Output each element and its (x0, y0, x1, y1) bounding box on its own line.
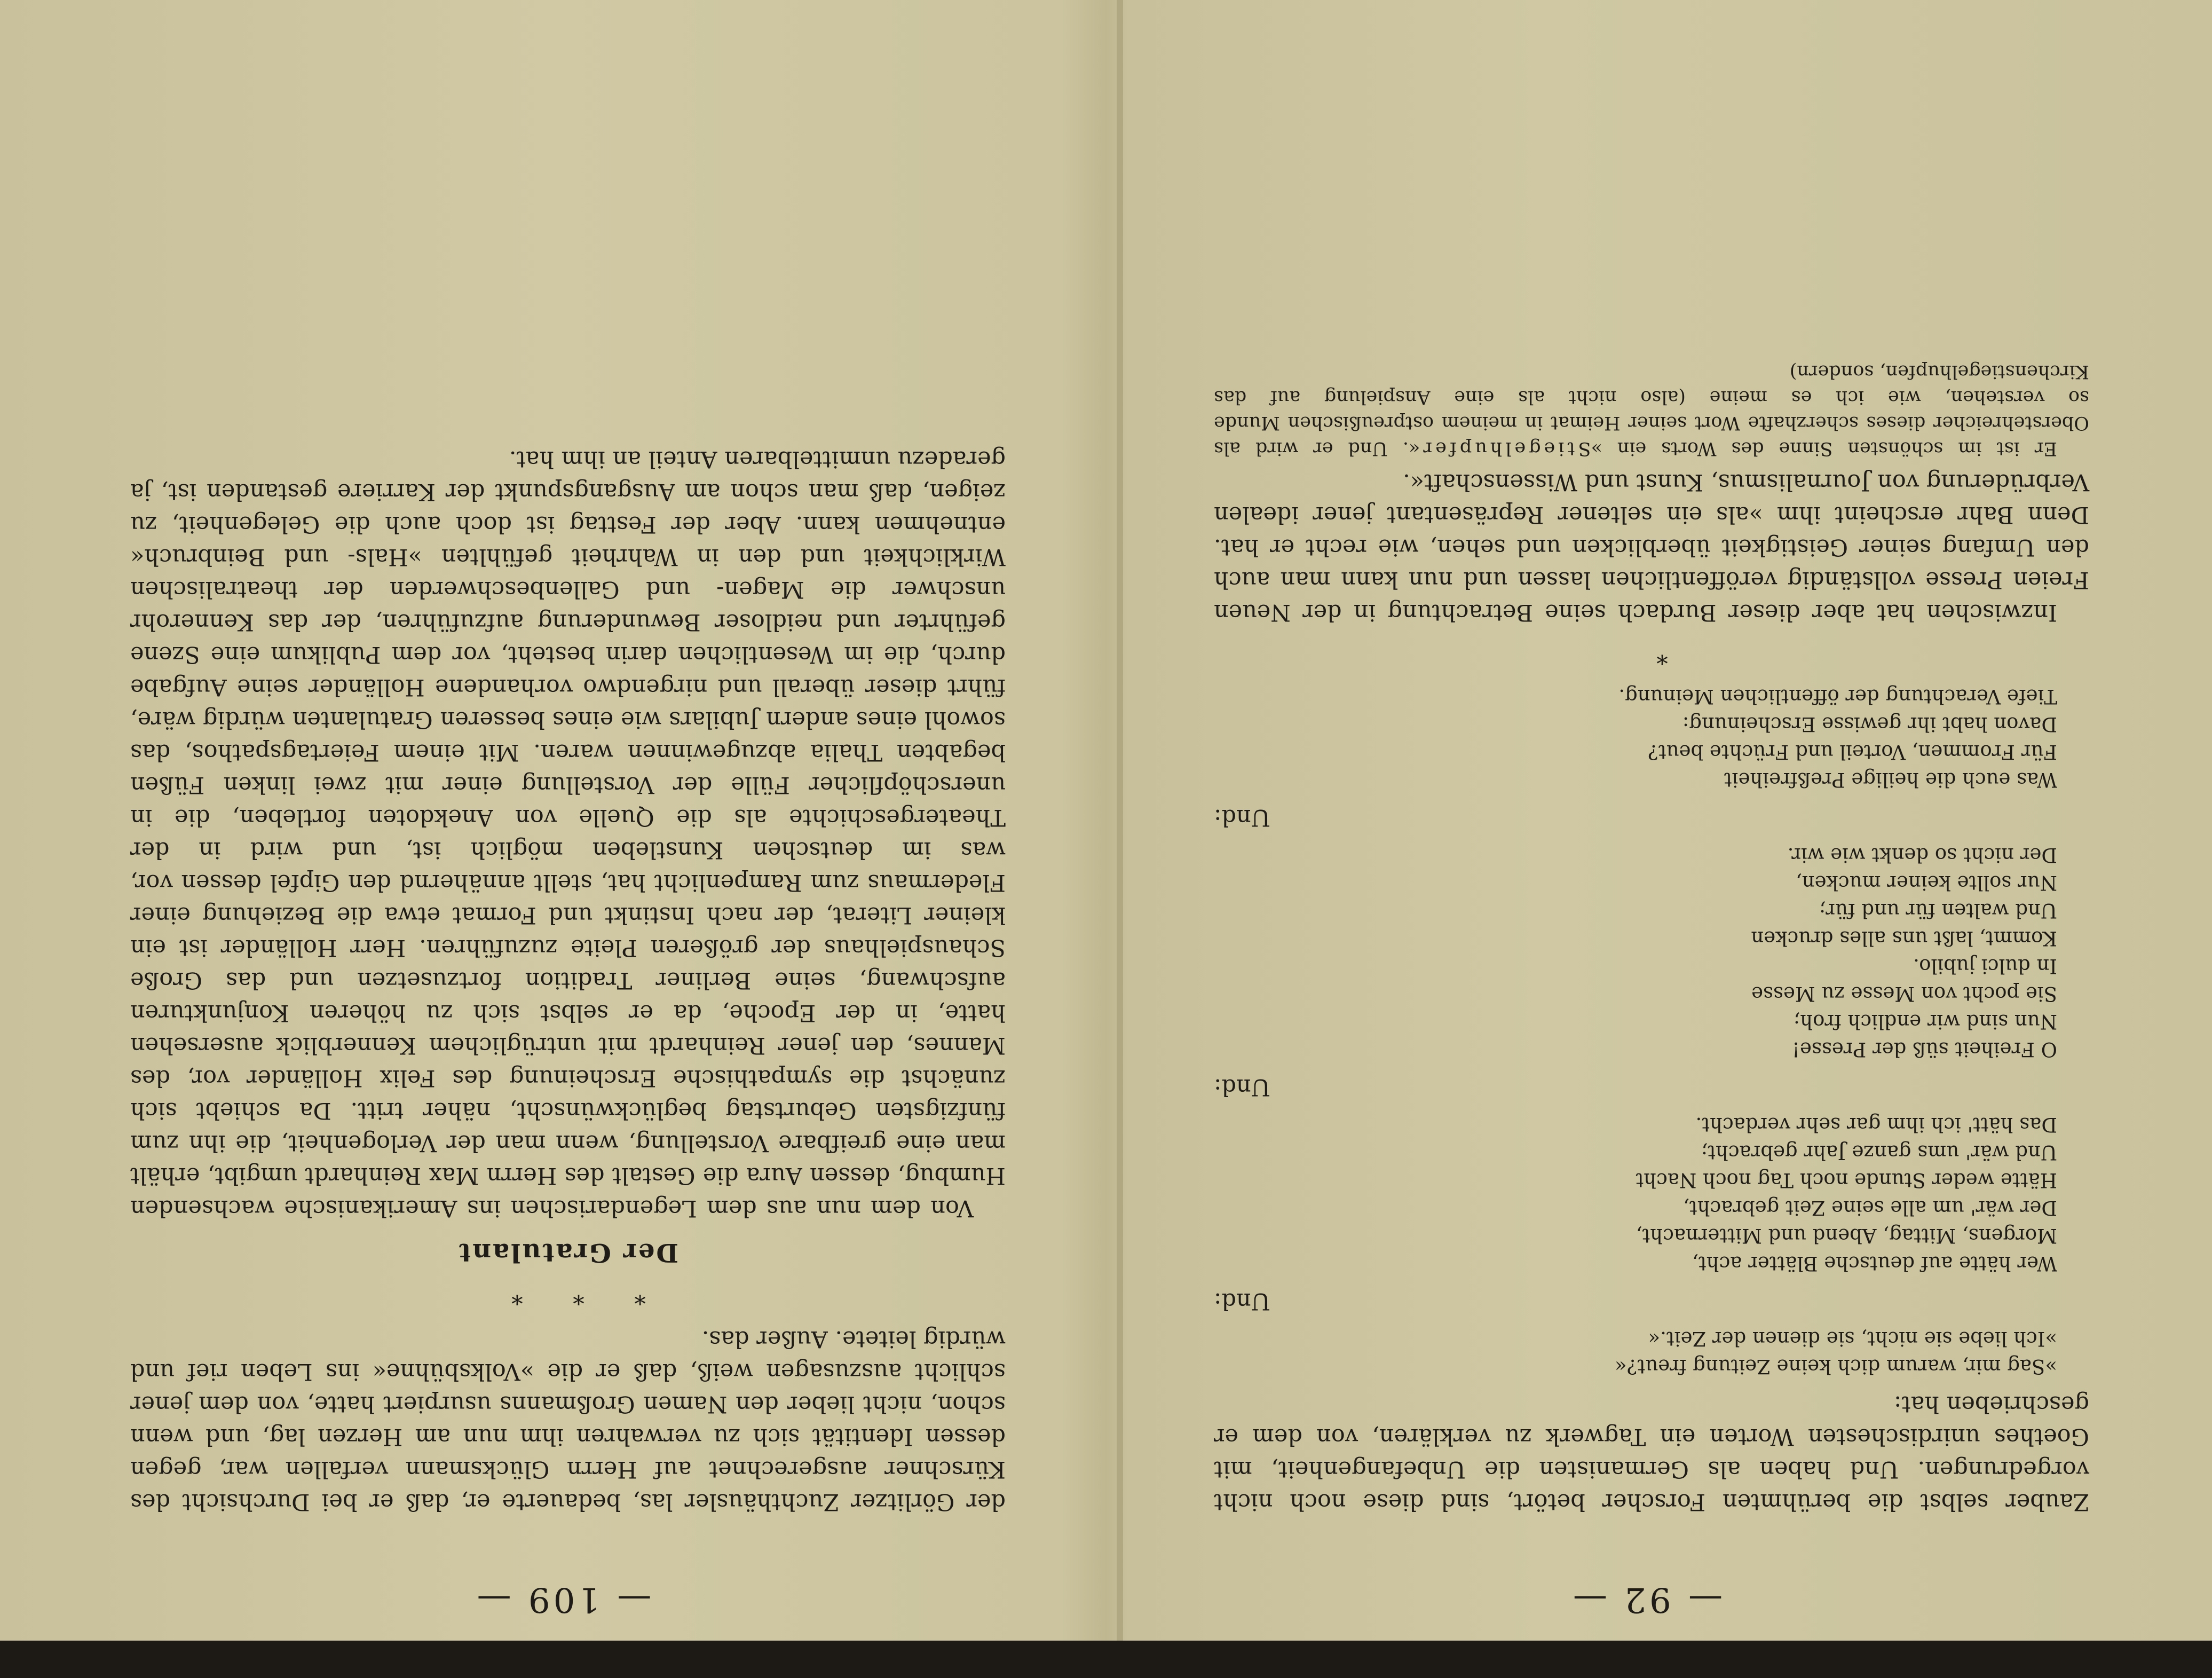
note-suffix: «. Und er wird als Oberstehreicher dieses scherzhafte Wort seiner Heimat in meinem ostpreußischen Munde so verstehen, wie ich es meine (also nicht als eine Anspielung auf das Kirchenstiegelhupfen, sondern) (1214, 361, 2089, 459)
paragraph: Zauber selbst die berühmten Forscher betört, sind diese noch nicht vorgedrungen. Und haben als Germanisten die Unbefangenheit, mit Goethes unirdischesten Worten ein Tagwerk zu verklären, von dem er geschrieben hat: (1214, 1391, 2089, 1515)
page-109-text (130, 438, 1006, 1518)
quote (1214, 1325, 2057, 1380)
poem-line: Hätte weder Stunde noch Tag noch Nacht (1636, 1169, 2057, 1192)
poem-line: Sie pocht von Messe zu Messe (1751, 982, 2057, 1005)
page-109 (34, 39, 1091, 1641)
paragraph: Von dem nun aus dem Legendarischen ins Amerikanische wachsenden Humbug, dessen Aura die Gestalt des Herrn Max Reinhardt umgibt, erhält man eine greifbare Vorstellung, wenn man der Verlogenheit, die ihn zum fünfzigsten Geburtstag beglückwünscht, näher tritt. Da schiebt sich zunächst die sympathische Erscheinung des Felix Holländer vor, des Mannes, den jener Reinhardt mit untrüglichem Kennerblick ausersehen hatte, in der Epoche, da er selbst sich zu höheren Konjunkturen aufschwang, seine Berliner Tradition fortzusetzen und das Große Schauspielhaus der größeren Pleite zuzuführen. Herr Holländer ist ein kleiner Literat, der nach Instinkt und Format etwa die Beziehung einer Fledermaus zum Rampenlicht hat, stellt annähernd den Gipfel dessen vor, was im deutschen Kunstleben möglich ist, und wird in der Theatergeschichte als die Quelle von Anekdoten fortleben, die in unerschöpflicher Fülle der Vorstellung einer mit zwei linken Füßen begabten Thalia abzugewinnen waren. Mit einem Feiertagspathos, das sowohl eines andern Jubilars wie eines besseren Gratulanten würdig wäre, führt dieser überall und nirgendwo vorhandene Holländer seine Aufgabe durch, die im Wesentlichen darin besteht, vor dem Publikum eine Szene geführter und neidloser Bewunderung aufzuführen, der das Kennerohr unschwer die Magen- und Gallenbeschwerden der theatralischen Wirklichkeit und den in Wahrheit gefühlten »Hals- und Beinbruch« entnehmen kann. Aber der Festtag ist doch auch die Gelegenheit, zu zeigen, daß man schon am Ausgangspunkt der Karriere gestanden ist, ja geradezu unmittelbaren Anteil an ihm hat. (130, 446, 1006, 1222)
poem-line: Das hätt' ich ihm gar sehr verdacht. (1695, 1113, 2057, 1136)
poem-line: Tiefe Verachtung der öffentlichen Meinung. (1618, 685, 2057, 708)
page-92-text (1214, 354, 2089, 1518)
poem-2 (1214, 841, 2057, 1063)
section-divider: * * * (490, 1282, 646, 1309)
poem-line: Nun sind wir endlich froh; (1793, 1010, 2057, 1033)
poem-line: Nur sollte keiner mucken, (1796, 871, 2057, 894)
poem-line: Was euch die heilige Preßfreiheit (1724, 768, 2057, 791)
page-number: — 92 — (1569, 1580, 1723, 1619)
quote-line: »Ich liebe sie nicht, sie dienen der Zeit.« (1648, 1327, 2057, 1350)
und-label: Und: (1214, 804, 1270, 831)
section-heading: Der Gratulant (457, 1238, 679, 1267)
poem-3 (1214, 682, 2057, 793)
section-divider: * (1635, 642, 1668, 669)
poem-line: Und walten für und für; (1819, 899, 2057, 922)
poem-line: Kommt, laßt uns alles drucken (1751, 927, 2057, 950)
poem-line: In dulci jubilo. (1913, 955, 2057, 978)
paragraph: der Görlitzer Zuchthäusler las, bedauerte er, daß er bei Durchsicht des Kürschner ausgerechnet auf Herrn Glücksmann verfallen war, gegen dessen Identität sich zu verwahren ihm nun am Herzen lag, und wenn schon, nicht lieber den Namen Großmanns usurpiert hatte, von dem jener schlicht auszusagen weiß, daß er die »Volksbühne« ins Leben rief und würdig leitete. Außer das. (130, 1326, 1006, 1515)
und-label: Und: (1214, 1288, 1270, 1314)
paragraph: Inzwischen hat aber dieser Burdach seine Betrachtung in der Neuen Freien Presse vollständig veröffentlichen lassen und nun kann man auch den Umfang seiner Geistigkeit überblicken und sehen, wie recht er hat. Denn Bahr erscheint ihm »als ein seltener Repräsentant jener idealen Verbrüderung von Journalismus, Kunst und Wissenschaft«. (1214, 469, 2089, 626)
footnote (1214, 359, 2089, 461)
quote-line: »Sag mir, warum dich keine Zeitung freut?« (1615, 1355, 2057, 1378)
poem-line: Der nicht so denkt wie wir. (1787, 844, 2057, 866)
note-prefix: Er ist im schönsten Sinne des Worts ein » (1591, 438, 2057, 459)
page-92 (1118, 39, 2175, 1641)
poem-line: Für Frommen, Vorteil und Früchte beut? (1648, 740, 2057, 763)
poem-line: Wer hätte auf deutsche Blätter acht, (1692, 1252, 2057, 1275)
poem-line: Morgens, Mittag, Abend und Mitternacht, (1636, 1224, 2057, 1247)
und-label: Und: (1214, 1074, 1270, 1100)
poem-line: Und wär' ums ganze Jahr gebracht; (1701, 1141, 2057, 1164)
poem-1 (1214, 1110, 2057, 1277)
poem-line: Davon habt ihr gewisse Erscheinung: (1682, 713, 2057, 736)
note-spaced-word: Stiegelhupfer (1420, 438, 1591, 459)
poem-line: Der wär' um alle seine Zeit gebracht, (1683, 1196, 2057, 1219)
page-number: — 109 — (473, 1580, 652, 1619)
poem-line: O Freiheit süß der Presse! (1792, 1038, 2057, 1061)
